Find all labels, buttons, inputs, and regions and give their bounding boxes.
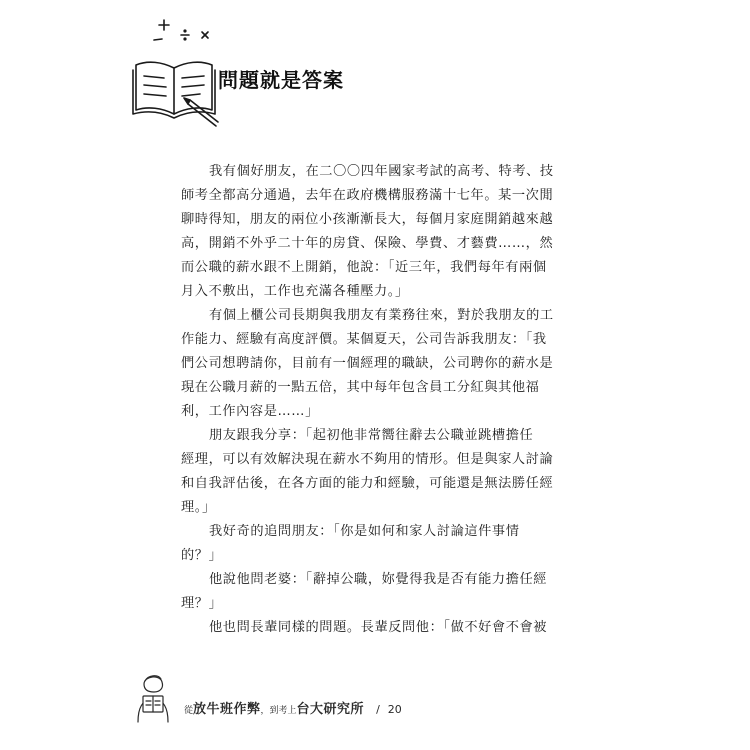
text-line: 高，開銷不外乎二十年的房貸、保險、學費、才藝費……，然 — [181, 236, 554, 251]
text-line: 們公司想聘請你，目前有一個經理的職缺，公司聘你的薪水是 — [181, 356, 554, 371]
body-text — [181, 160, 569, 640]
footer-book-title-part1: 放牛班作弊 — [193, 702, 261, 717]
text-line: 利，工作內容是……」 — [181, 404, 319, 419]
text-line: 我有個好朋友，在二〇〇四年國家考試的高考、特考、技 — [209, 164, 554, 179]
page-title: 問題就是答案 — [218, 68, 344, 92]
paragraph-1 — [181, 160, 569, 304]
text-line: 和自我評估後，在各方面的能力和經驗，可能還是無法勝任經 — [181, 476, 554, 491]
open-book-with-pencil-icon — [128, 10, 220, 128]
paragraph-3 — [181, 424, 569, 520]
text-line: 作能力、經驗有高度評價。某個夏天，公司告訴我朋友：「我 — [181, 332, 547, 347]
paragraph-5 — [181, 568, 569, 616]
person-reading-book-icon — [128, 670, 180, 726]
text-line: 他說他問老婆：「辭掉公職，妳覺得我是否有能力擔任經 — [209, 572, 548, 587]
paragraph-4 — [181, 520, 569, 568]
text-line: 理？」 — [181, 596, 223, 611]
text-line: 聊時得知，朋友的兩位小孩漸漸長大，每個月家庭開銷越來越 — [181, 212, 554, 227]
text-line: 理。」 — [181, 500, 216, 515]
text-line: 現在公職月薪的一點五倍，其中每年包含員工分紅與其他福 — [181, 380, 540, 395]
paragraph-6 — [181, 616, 569, 640]
paragraph-2 — [181, 304, 569, 424]
text-line: 有個上櫃公司長期與我朋友有業務往來，對於我朋友的工 — [209, 308, 554, 323]
footer-prefix: 從 — [184, 706, 194, 716]
footer-middle: ，到考上 — [260, 706, 297, 716]
text-line: 我好奇的追問朋友：「你是如何和家人討論這件事情 — [209, 524, 520, 539]
page-footer — [184, 698, 402, 717]
footer-separator: / — [376, 703, 380, 716]
text-line: 經理，可以有效解決現在薪水不夠用的情形。但是與家人討論 — [181, 452, 554, 467]
text-line: 朋友跟我分享：「起初他非常嚮往辭去公職並跳槽擔任 — [209, 428, 534, 443]
footer-book-title-part2: 台大研究所 — [296, 702, 365, 717]
text-line: 月入不敷出，工作也充滿各種壓力。」 — [181, 284, 409, 299]
text-line: 而公職的薪水跟不上開銷，他說：「近三年，我們每年有兩個 — [181, 260, 547, 275]
text-line: 他也問長輩同樣的問題。長輩反問他：「做不好會不會被 — [209, 620, 548, 635]
page-number: 20 — [387, 703, 402, 716]
text-line: 師考全都高分通過，去年在政府機構服務滿十七年。某一次閒 — [181, 188, 554, 203]
text-line: 的？」 — [181, 548, 223, 563]
